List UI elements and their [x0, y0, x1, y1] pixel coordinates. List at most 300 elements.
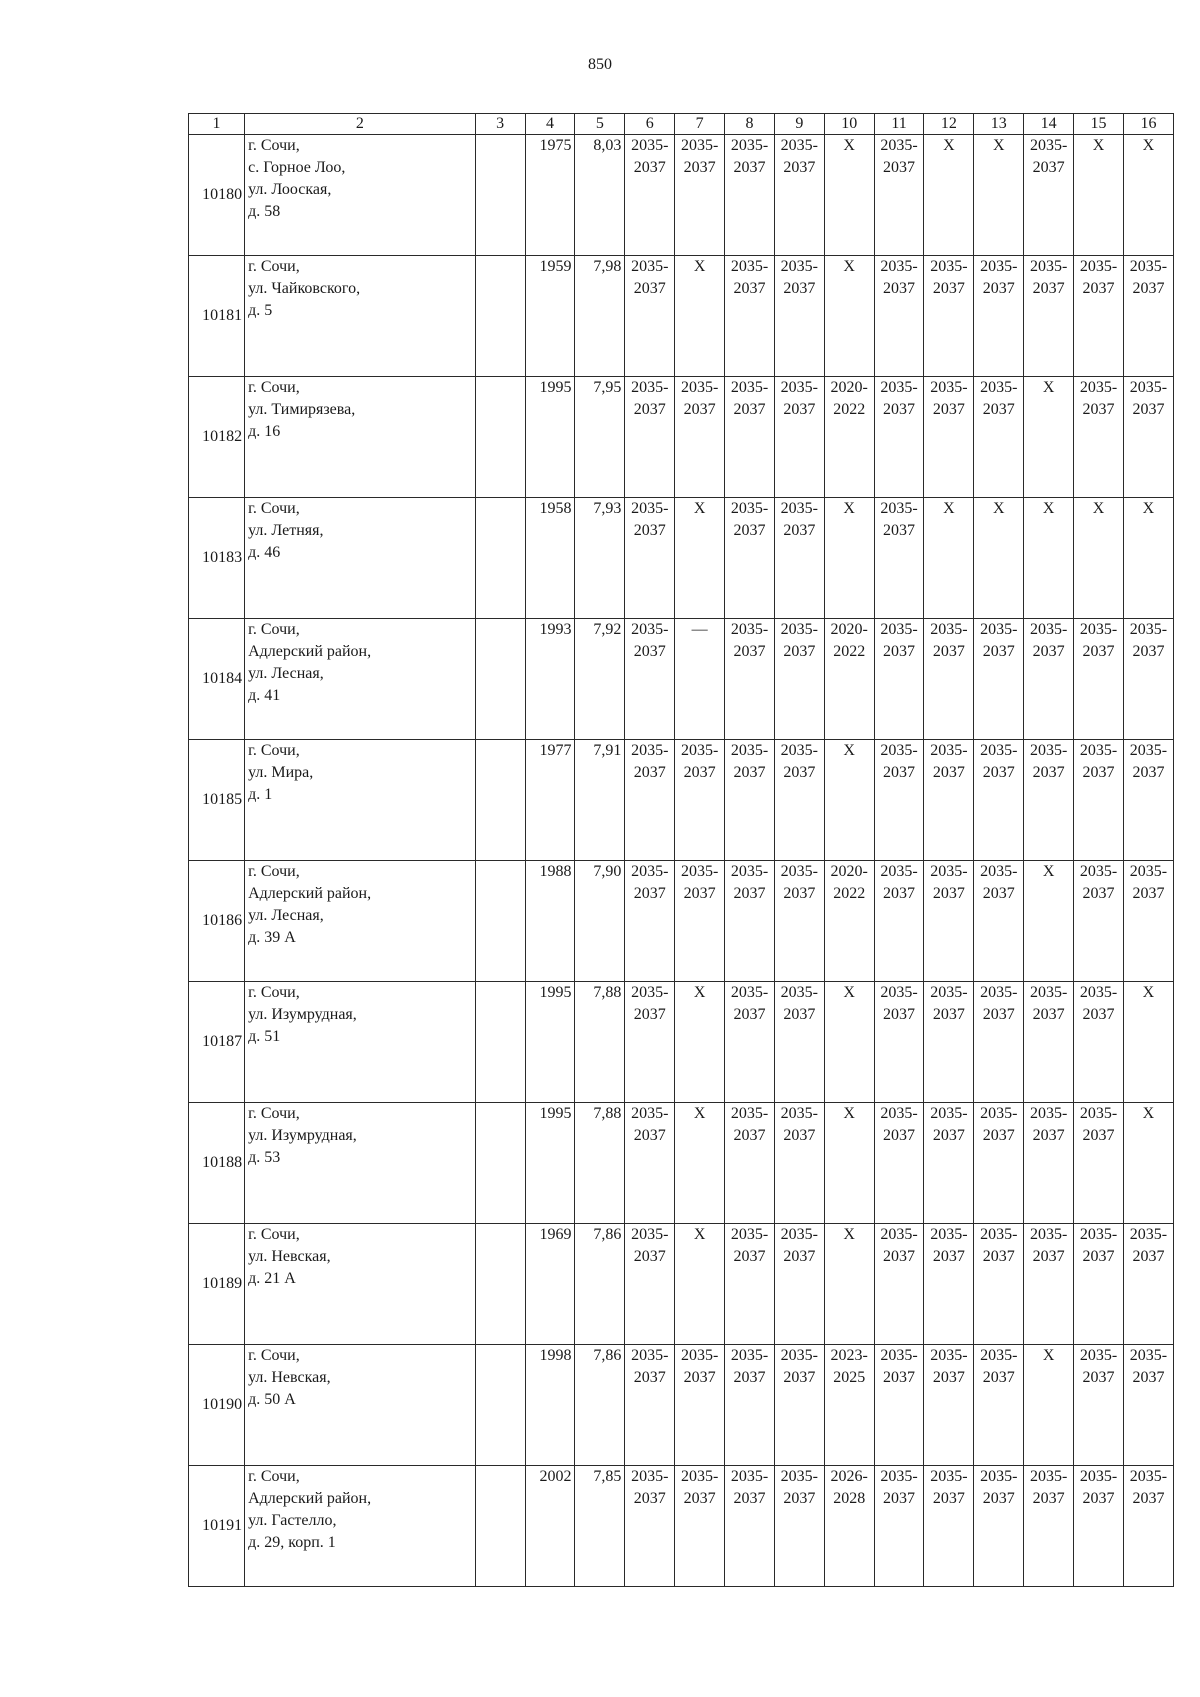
table-row [189, 740, 1174, 861]
address-line: д. 50 А [248, 1391, 296, 1408]
address-line: г. Сочи, [248, 621, 300, 638]
term-value: 2035- 2037 [930, 258, 968, 297]
term-cell-col-13 [974, 982, 1024, 1103]
column-header-7: 7 [675, 114, 725, 135]
term-cell-col-7 [675, 1224, 725, 1345]
table-row [189, 1466, 1174, 1587]
term-cell-col-8 [725, 256, 775, 377]
term-value: 2035- 2037 [780, 1468, 818, 1507]
term-value: 2035- 2037 [880, 500, 918, 539]
term-value: 2035- 2037 [880, 1226, 918, 1265]
area-cell: 7,98 [575, 256, 625, 377]
term-value: 2035- 2037 [980, 984, 1018, 1023]
column-header-15: 15 [1074, 114, 1124, 135]
term-cell-col-7 [675, 619, 725, 740]
term-cell-col-7 [675, 377, 725, 498]
register-table [188, 113, 1174, 1587]
term-cell-col-6 [625, 861, 675, 982]
term-value: 2035- 2037 [980, 742, 1018, 781]
term-cell-col-11 [874, 619, 924, 740]
address-line: г. Сочи, [248, 500, 300, 517]
term-cell-col-13 [974, 256, 1024, 377]
term-cell-col-16 [1123, 1466, 1173, 1587]
term-cell-col-15 [1074, 1224, 1124, 1345]
term-value: Х [843, 742, 855, 759]
term-value: 2035- 2037 [980, 379, 1018, 418]
address-cell [245, 1466, 476, 1587]
term-cell-col-16 [1123, 498, 1173, 619]
table-row [189, 135, 1174, 256]
table-body [189, 135, 1174, 1587]
term-cell-col-16 [1123, 135, 1173, 256]
term-value: Х [1042, 863, 1055, 880]
address-cell [245, 498, 476, 619]
term-value: Х [1092, 137, 1105, 154]
area-cell: 7,93 [575, 498, 625, 619]
term-value: 2035- 2037 [1079, 742, 1118, 781]
term-cell-col-13 [974, 377, 1024, 498]
address-line: д. 1 [248, 786, 273, 803]
term-cell-col-14 [1024, 982, 1074, 1103]
term-cell-col-14 [1024, 377, 1074, 498]
term-value: 2020- 2022 [830, 379, 868, 418]
term-cell-col-7 [675, 1466, 725, 1587]
term-cell-col-12 [924, 740, 974, 861]
table-row [189, 377, 1174, 498]
term-value: Х [693, 1226, 706, 1243]
column-3-cell [475, 1466, 525, 1587]
address-cell [245, 1224, 476, 1345]
term-value: Х [1042, 500, 1055, 517]
term-cell-col-9 [774, 1345, 824, 1466]
term-value: 2035- 2037 [930, 1226, 968, 1265]
term-cell-col-10 [824, 982, 874, 1103]
term-value: 2035- 2037 [980, 863, 1018, 902]
address-line: д. 29, корп. 1 [248, 1534, 336, 1551]
area-cell: 8,03 [575, 135, 625, 256]
term-value: 2035- 2037 [780, 1226, 818, 1265]
term-value: 2035- 2037 [730, 742, 769, 781]
term-value: Х [693, 984, 706, 1001]
table-row [189, 498, 1174, 619]
address-line: г. Сочи, [248, 258, 300, 275]
address-line: г. Сочи, [248, 137, 300, 154]
address-line: ул. Лесная, [248, 665, 324, 682]
term-cell-col-10 [824, 619, 874, 740]
address-line: ул. Изумрудная, [248, 1006, 357, 1023]
term-cell-col-15 [1074, 498, 1124, 619]
object-number-cell: 10188 [189, 1103, 245, 1224]
term-cell-col-12 [924, 256, 974, 377]
term-cell-col-11 [874, 982, 924, 1103]
term-value: 2035- 2037 [1129, 1347, 1168, 1386]
term-value: 2020- 2022 [830, 621, 868, 660]
term-value: 2035- 2037 [780, 500, 818, 539]
term-cell-col-15 [1074, 861, 1124, 982]
address-line: д. 51 [248, 1028, 281, 1045]
term-cell-col-16 [1123, 1345, 1173, 1466]
area-cell: 7,85 [575, 1466, 625, 1587]
term-value: 2035- 2037 [880, 984, 918, 1023]
address-line: ул. Тимирязева, [248, 401, 356, 418]
term-value: 2035- 2037 [780, 379, 818, 418]
term-cell-col-13 [974, 135, 1024, 256]
term-value: 2035- 2037 [730, 1105, 769, 1144]
address-line: г. Сочи, [248, 863, 300, 880]
address-line: Адлерский район, [248, 885, 372, 902]
column-3-cell [475, 1224, 525, 1345]
column-header-10: 10 [824, 114, 874, 135]
term-value: 2035- 2037 [631, 379, 669, 418]
term-cell-col-14 [1024, 861, 1074, 982]
term-cell-col-6 [625, 1345, 675, 1466]
term-value: 2035- 2037 [930, 742, 968, 781]
term-value: 2035- 2037 [980, 621, 1018, 660]
term-value: Х [843, 258, 855, 275]
term-value: 2035- 2037 [631, 984, 669, 1023]
term-cell-col-9 [774, 982, 824, 1103]
year-cell: 1995 [525, 1103, 575, 1224]
term-value: 2035- 2037 [980, 1105, 1018, 1144]
term-value: Х [843, 137, 855, 154]
term-cell-col-6 [625, 256, 675, 377]
term-value: Х [943, 500, 955, 517]
address-line: д. 58 [248, 203, 281, 220]
term-value: 2035- 2037 [680, 742, 719, 781]
term-cell-col-11 [874, 498, 924, 619]
term-cell-col-10 [824, 1345, 874, 1466]
term-cell-col-13 [974, 1345, 1024, 1466]
term-cell-col-14 [1024, 1466, 1074, 1587]
term-cell-col-12 [924, 1345, 974, 1466]
term-value: 2035- 2037 [880, 742, 918, 781]
term-value: 2035- 2037 [680, 137, 719, 176]
term-value: Х [1142, 984, 1155, 1001]
column-header-1: 1 [189, 114, 245, 135]
term-value: 2035- 2037 [631, 1105, 669, 1144]
term-cell-col-14 [1024, 256, 1074, 377]
term-value: 2035- 2037 [631, 258, 669, 297]
term-cell-col-8 [725, 1224, 775, 1345]
term-cell-col-6 [625, 1103, 675, 1224]
term-value: 2035- 2037 [780, 137, 818, 176]
address-cell [245, 1103, 476, 1224]
table-row [189, 982, 1174, 1103]
term-cell-col-6 [625, 135, 675, 256]
address-cell [245, 619, 476, 740]
object-number-cell: 10182 [189, 377, 245, 498]
term-cell-col-12 [924, 1103, 974, 1224]
column-3-cell [475, 619, 525, 740]
term-value: 2035- 2037 [1079, 1105, 1118, 1144]
term-value: Х [1142, 1105, 1155, 1122]
term-cell-col-15 [1074, 377, 1124, 498]
year-cell: 1998 [525, 1345, 575, 1466]
column-header-5: 5 [575, 114, 625, 135]
column-header-8: 8 [725, 114, 775, 135]
address-cell [245, 256, 476, 377]
object-number-cell: 10190 [189, 1345, 245, 1466]
term-value: 2035- 2037 [1129, 1468, 1168, 1507]
term-cell-col-12 [924, 135, 974, 256]
term-cell-col-10 [824, 1224, 874, 1345]
term-value: 2035- 2037 [1079, 258, 1118, 297]
year-cell: 1993 [525, 619, 575, 740]
term-value: 2035- 2037 [1129, 621, 1168, 660]
object-number-cell: 10186 [189, 861, 245, 982]
address-line: г. Сочи, [248, 379, 300, 396]
address-cell [245, 861, 476, 982]
term-value: 2035- 2037 [631, 1468, 669, 1507]
term-cell-col-16 [1123, 982, 1173, 1103]
term-cell-col-9 [774, 1466, 824, 1587]
term-value: 2035- 2037 [1029, 742, 1068, 781]
year-cell: 1988 [525, 861, 575, 982]
term-value: 2035- 2037 [730, 1468, 769, 1507]
term-value: 2035- 2037 [980, 1468, 1018, 1507]
term-cell-col-10 [824, 1466, 874, 1587]
term-cell-col-14 [1024, 498, 1074, 619]
year-cell: 1975 [525, 135, 575, 256]
column-header-12: 12 [924, 114, 974, 135]
term-cell-col-16 [1123, 1103, 1173, 1224]
term-cell-col-7 [675, 1345, 725, 1466]
address-line: д. 53 [248, 1149, 281, 1166]
column-3-cell [475, 1345, 525, 1466]
term-value: 2035- 2037 [631, 1347, 669, 1386]
year-cell: 1977 [525, 740, 575, 861]
address-line: ул. Гастелло, [248, 1512, 337, 1529]
term-value: 2035- 2037 [930, 984, 968, 1023]
year-cell: 1969 [525, 1224, 575, 1345]
term-cell-col-12 [924, 619, 974, 740]
address-line: Адлерский район, [248, 1490, 372, 1507]
term-value: Х [992, 500, 1005, 517]
header-row [189, 114, 1174, 135]
object-number-cell: 10180 [189, 135, 245, 256]
term-cell-col-15 [1074, 740, 1124, 861]
term-cell-col-6 [625, 1466, 675, 1587]
address-line: д. 21 А [248, 1270, 296, 1287]
term-value: 2035- 2037 [1129, 742, 1168, 781]
term-cell-col-12 [924, 982, 974, 1103]
term-cell-col-9 [774, 135, 824, 256]
address-line: д. 16 [248, 423, 281, 440]
column-3-cell [475, 1103, 525, 1224]
term-value: 2035- 2037 [980, 1226, 1018, 1265]
column-3-cell [475, 740, 525, 861]
term-value: 2035- 2037 [980, 258, 1018, 297]
term-value: 2035- 2037 [1029, 984, 1068, 1023]
term-cell-col-10 [824, 256, 874, 377]
address-line: ул. Чайковского, [248, 280, 361, 297]
term-cell-col-13 [974, 498, 1024, 619]
term-value: 2035- 2037 [1079, 863, 1118, 902]
term-value: Х [1142, 500, 1155, 517]
term-cell-col-8 [725, 740, 775, 861]
table-row [189, 1224, 1174, 1345]
term-cell-col-8 [725, 619, 775, 740]
term-value: Х [1142, 137, 1155, 154]
term-cell-col-16 [1123, 377, 1173, 498]
term-cell-col-13 [974, 740, 1024, 861]
area-cell: 7,86 [575, 1224, 625, 1345]
term-value: Х [943, 137, 955, 154]
term-cell-col-7 [675, 740, 725, 861]
term-value: 2035- 2037 [1029, 137, 1068, 176]
term-cell-col-16 [1123, 740, 1173, 861]
object-number-cell: 10181 [189, 256, 245, 377]
year-cell: 1958 [525, 498, 575, 619]
column-3-cell [475, 256, 525, 377]
term-value: Х [693, 500, 706, 517]
address-line: г. Сочи, [248, 1347, 300, 1364]
term-cell-col-7 [675, 1103, 725, 1224]
object-number-cell: 10184 [189, 619, 245, 740]
area-cell: 7,91 [575, 740, 625, 861]
term-value: 2035- 2037 [680, 863, 719, 902]
term-cell-col-16 [1123, 256, 1173, 377]
term-cell-col-8 [725, 498, 775, 619]
term-value: Х [693, 1105, 706, 1122]
term-cell-col-6 [625, 498, 675, 619]
table-row [189, 1345, 1174, 1466]
term-cell-col-6 [625, 1224, 675, 1345]
object-number-cell: 10189 [189, 1224, 245, 1345]
term-cell-col-11 [874, 1345, 924, 1466]
address-cell [245, 982, 476, 1103]
term-value: 2035- 2037 [631, 742, 669, 781]
term-cell-col-10 [824, 740, 874, 861]
term-cell-col-15 [1074, 619, 1124, 740]
term-cell-col-15 [1074, 1345, 1124, 1466]
term-value: 2035- 2037 [730, 1347, 769, 1386]
area-cell: 7,95 [575, 377, 625, 498]
column-header-13: 13 [974, 114, 1024, 135]
term-value: 2023- 2025 [830, 1347, 868, 1386]
term-value: Х [843, 1226, 855, 1243]
term-cell-col-13 [974, 619, 1024, 740]
term-cell-col-12 [924, 1224, 974, 1345]
term-cell-col-8 [725, 1466, 775, 1587]
term-value: 2035- 2037 [1029, 1226, 1068, 1265]
area-cell: 7,86 [575, 1345, 625, 1466]
term-cell-col-11 [874, 256, 924, 377]
term-cell-col-14 [1024, 619, 1074, 740]
term-cell-col-11 [874, 740, 924, 861]
term-cell-col-11 [874, 1466, 924, 1587]
term-value: Х [1042, 1347, 1055, 1364]
term-value: Х [1042, 379, 1055, 396]
term-cell-col-7 [675, 861, 725, 982]
address-line: д. 46 [248, 544, 281, 561]
term-cell-col-16 [1123, 1224, 1173, 1345]
term-value: 2035- 2037 [1029, 1468, 1068, 1507]
object-number-cell: 10185 [189, 740, 245, 861]
term-cell-col-7 [675, 982, 725, 1103]
term-value: 2035- 2037 [730, 863, 769, 902]
term-cell-col-10 [824, 498, 874, 619]
address-line: д. 39 А [248, 929, 296, 946]
address-line: г. Сочи, [248, 1105, 300, 1122]
term-cell-col-15 [1074, 1466, 1124, 1587]
term-value: 2035- 2037 [631, 863, 669, 902]
term-value: 2035- 2037 [930, 1347, 968, 1386]
address-line: ул. Изумрудная, [248, 1127, 357, 1144]
term-value: 2035- 2037 [680, 1347, 719, 1386]
term-value: 2035- 2037 [730, 984, 769, 1023]
term-cell-col-9 [774, 256, 824, 377]
column-header-16: 16 [1123, 114, 1173, 135]
term-cell-col-16 [1123, 861, 1173, 982]
term-cell-col-13 [974, 1103, 1024, 1224]
column-header-2: 2 [245, 114, 476, 135]
term-value: 2035- 2037 [880, 1347, 918, 1386]
column-header-11: 11 [874, 114, 924, 135]
term-cell-col-14 [1024, 1345, 1074, 1466]
term-cell-col-6 [625, 377, 675, 498]
address-line: д. 41 [248, 687, 281, 704]
area-cell: 7,92 [575, 619, 625, 740]
term-cell-col-9 [774, 1224, 824, 1345]
term-cell-col-8 [725, 982, 775, 1103]
address-line: г. Сочи, [248, 1226, 300, 1243]
term-value: 2035- 2037 [1079, 621, 1118, 660]
term-value: 2035- 2037 [1079, 1468, 1118, 1507]
address-line: Адлерский район, [248, 643, 372, 660]
term-value: 2035- 2037 [780, 863, 818, 902]
term-value: 2035- 2037 [1079, 379, 1118, 418]
term-value: 2035- 2037 [631, 500, 669, 539]
term-value: 2035- 2037 [880, 1468, 918, 1507]
address-line: ул. Невская, [248, 1369, 331, 1386]
term-value: 2035- 2037 [1029, 621, 1068, 660]
term-value: 2035- 2037 [980, 1347, 1018, 1386]
term-cell-col-15 [1074, 982, 1124, 1103]
term-cell-col-9 [774, 377, 824, 498]
table-row [189, 619, 1174, 740]
term-cell-col-9 [774, 619, 824, 740]
term-value: 2035- 2037 [730, 500, 769, 539]
object-number-cell: 10183 [189, 498, 245, 619]
address-cell [245, 135, 476, 256]
term-cell-col-15 [1074, 135, 1124, 256]
area-cell: 7,88 [575, 1103, 625, 1224]
term-value: 2035- 2037 [730, 137, 769, 176]
column-header-3: 3 [475, 114, 525, 135]
term-value: 2035- 2037 [1029, 1105, 1068, 1144]
address-line: ул. Лесная, [248, 907, 324, 924]
term-value: 2035- 2037 [780, 1105, 818, 1144]
term-value: Х [843, 1105, 855, 1122]
term-value: 2035- 2037 [1079, 984, 1118, 1023]
area-cell: 7,90 [575, 861, 625, 982]
term-value: 2035- 2037 [930, 379, 968, 418]
term-cell-col-11 [874, 135, 924, 256]
address-line: г. Сочи, [248, 1468, 300, 1485]
term-value: 2035- 2037 [880, 1105, 918, 1144]
term-cell-col-9 [774, 1103, 824, 1224]
term-value: 2035- 2037 [680, 379, 719, 418]
term-cell-col-8 [725, 861, 775, 982]
term-cell-col-11 [874, 1224, 924, 1345]
term-cell-col-12 [924, 377, 974, 498]
table-header [189, 114, 1174, 135]
column-header-9: 9 [774, 114, 824, 135]
term-value: 2035- 2037 [780, 258, 818, 297]
year-cell: 1959 [525, 256, 575, 377]
year-cell: 1995 [525, 377, 575, 498]
